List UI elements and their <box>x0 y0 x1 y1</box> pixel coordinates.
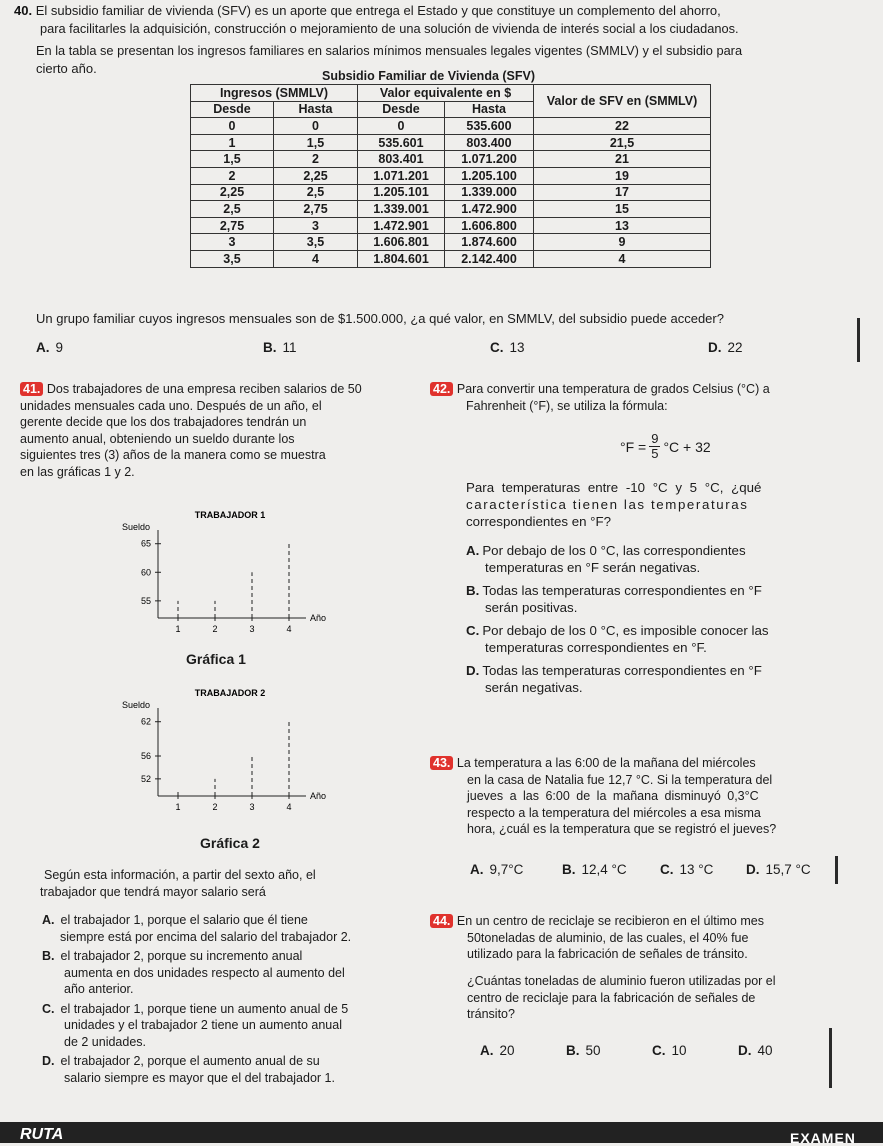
th-hasta-ing: Hasta <box>274 101 358 118</box>
table-row <box>191 118 711 135</box>
divider-vertical <box>857 318 860 362</box>
q42-option-letter: B. <box>466 583 480 598</box>
y-tick-label: 62 <box>140 716 151 727</box>
x-tick-label: 3 <box>249 802 255 812</box>
x-tick-label: 3 <box>249 624 255 634</box>
graph-trabajador-1 <box>120 505 340 645</box>
cell-val-desde: 1.205.101 <box>358 184 445 201</box>
cell-ing-hasta: 2 <box>274 151 358 168</box>
q40-option-d[interactable] <box>708 340 743 355</box>
q44-option-letter: B. <box>566 1043 580 1058</box>
footer-band <box>0 1122 883 1143</box>
q41-option-text: aumenta en dos unidades respecto al aumento del <box>64 965 345 980</box>
q43-intro <box>430 755 850 838</box>
divider-vertical <box>835 856 838 884</box>
q40-line3: En la tabla se presentan los ingresos familiares en salarios mínimos mensuales legales vigentes (SMMLV) y el subsidio para <box>36 43 743 58</box>
q41-question-line: trabajador que tendrá mayor salario será <box>40 884 266 899</box>
q44-option-d[interactable] <box>738 1043 773 1058</box>
cell-ing-desde: 3 <box>191 234 274 251</box>
formula-left: °F = <box>620 438 647 455</box>
formula-fraction <box>649 432 660 461</box>
cell-val-hasta: 1.472.900 <box>445 201 534 218</box>
q40-option-letter: D. <box>708 340 722 355</box>
cell-sfv-valor: 22 <box>534 118 711 135</box>
cell-val-desde: 1.339.001 <box>358 201 445 218</box>
table-row <box>191 134 711 151</box>
cell-val-desde: 1.472.901 <box>358 217 445 234</box>
q42-option-letter: A. <box>466 543 480 558</box>
q40-number: 40. <box>14 3 33 18</box>
cell-val-desde: 803.401 <box>358 151 445 168</box>
q41-question <box>40 867 424 900</box>
q42-number: 42. <box>430 382 453 396</box>
q44-option-text: 20 <box>499 1043 515 1058</box>
x-axis-label: Año <box>310 791 327 801</box>
cell-sfv-valor: 4 <box>534 250 711 267</box>
table-row <box>191 234 711 251</box>
q44-option-letter: A. <box>480 1043 494 1058</box>
q43-option-text: 15,7 °C <box>765 862 811 877</box>
q44-question-line: centro de reciclaje para la fabricación de señales de <box>467 990 756 1005</box>
table-row <box>191 250 711 267</box>
q41-option-letter: A. <box>42 913 55 927</box>
cell-sfv-valor: 19 <box>534 167 711 184</box>
q44-option-text: 50 <box>585 1043 601 1058</box>
q42-line: Para convertir una temperatura de grados Celsius (°C) a <box>456 382 770 396</box>
sfv-table <box>190 84 711 268</box>
q43-option-letter: B. <box>562 862 576 877</box>
q42-option-b[interactable] <box>466 582 846 616</box>
q41-line: en las gráficas 1 y 2. <box>20 464 135 479</box>
y-axis-label: Sueldo <box>122 522 151 532</box>
q43-line: hora, ¿cuál es la temperatura que se registró el jueves? <box>467 822 777 836</box>
q40-question: Un grupo familiar cuyos ingresos mensuales son de $1.500.000, ¿a qué valor, en SMMLV, del subsidio puede acceder? <box>36 311 724 326</box>
q43-option-b[interactable] <box>562 862 627 877</box>
q43-line: La temperatura a las 6:00 de la mañana del miércoles <box>456 756 756 770</box>
cell-ing-desde: 2,5 <box>191 201 274 218</box>
q41-option-d[interactable] <box>42 1053 422 1086</box>
th-desde-ing: Desde <box>191 101 274 118</box>
cell-val-hasta: 1.205.100 <box>445 167 534 184</box>
q40-option-letter: B. <box>263 340 277 355</box>
q42-option-text: temperaturas correspondientes en °F. <box>485 640 707 655</box>
q43-option-a[interactable] <box>470 862 523 877</box>
th-desde-val: Desde <box>358 101 445 118</box>
q40-option-text: 11 <box>282 340 297 355</box>
q41-option-letter: D. <box>42 1054 55 1068</box>
q42-question-line: Para temperaturas entre -10 °C y 5 °C, ¿qué <box>466 480 762 495</box>
x-tick-label: 2 <box>212 802 218 812</box>
q41-intro <box>20 381 410 480</box>
q42-question-line: correspondientes en °F? <box>466 514 612 529</box>
q41-options <box>42 912 422 1086</box>
th-hasta-val: Hasta <box>445 101 534 118</box>
q41-option-text: de 2 unidades. <box>64 1034 147 1049</box>
footer-right: EXAMEN <box>790 1130 856 1146</box>
th-sfv: Valor de SFV en (SMMLV) <box>534 85 711 118</box>
q42-option-text: Por debajo de los 0 °C, las correspondientes <box>482 543 746 558</box>
q44-line: En un centro de reciclaje se recibieron en el último mes <box>456 914 764 928</box>
cell-ing-hasta: 3 <box>274 217 358 234</box>
q40-option-c[interactable] <box>490 340 525 355</box>
q41-line: Dos trabajadores de una empresa reciben salarios de 50 <box>46 382 362 396</box>
cell-ing-hasta: 2,5 <box>274 184 358 201</box>
x-tick-label: 1 <box>175 802 181 812</box>
q43-line: en la casa de Natalia fue 12,7 °C. Si la temperatura del <box>467 772 773 787</box>
q40-line4: cierto año. <box>36 61 97 76</box>
cell-val-hasta: 1.874.600 <box>445 234 534 251</box>
formula-den: 5 <box>651 446 659 461</box>
divider-vertical <box>829 1028 832 1088</box>
cell-val-desde: 0 <box>358 118 445 135</box>
formula-num: 9 <box>651 431 659 446</box>
cell-ing-hasta: 2,25 <box>274 167 358 184</box>
q41-option-letter: B. <box>42 949 55 963</box>
y-tick-label: 56 <box>140 751 151 761</box>
table-row <box>191 151 711 168</box>
q44-line: 50toneladas de aluminio, de las cuales, el 40% fue <box>467 930 749 945</box>
q44-option-c[interactable] <box>652 1043 687 1058</box>
q44-option-letter: D. <box>738 1043 752 1058</box>
q40-option-letter: A. <box>36 340 50 355</box>
x-axis-label: Año <box>310 613 327 623</box>
q43-option-letter: D. <box>746 862 760 877</box>
q41-option-text: el trabajador 1, porque tiene un aumento anual de 5 <box>60 1001 349 1016</box>
q41-number: 41. <box>20 382 43 396</box>
cell-ing-desde: 0 <box>191 118 274 135</box>
table-row <box>191 167 711 184</box>
q41-option-letter: C. <box>42 1001 55 1016</box>
q43-number: 43. <box>430 756 453 770</box>
cell-ing-hasta: 4 <box>274 250 358 267</box>
q41-line: unidades mensuales cada uno. Después de un año, el <box>20 398 322 413</box>
q44-option-letter: C. <box>652 1043 666 1058</box>
q44-option-a[interactable] <box>480 1043 515 1058</box>
th-valor: Valor equivalente en $ <box>358 85 534 102</box>
cell-sfv-valor: 17 <box>534 184 711 201</box>
y-axis-label: Sueldo <box>122 700 151 710</box>
q42-option-c[interactable] <box>466 622 846 656</box>
q43-option-letter: C. <box>660 862 674 877</box>
q40-option-a[interactable] <box>36 340 63 355</box>
q42-line: Fahrenheit (°F), se utiliza la fórmula: <box>466 398 668 413</box>
q41-option-c[interactable] <box>42 1001 422 1051</box>
q40-line2: para facilitarles la adquisición, construcción o mejoramiento de una solución de vivienda de interés social a los ciudadanos. <box>40 21 739 36</box>
q41-option-text: unidades y el trabajador 2 tiene un aumento anual <box>64 1018 342 1032</box>
q44-option-b[interactable] <box>566 1043 601 1058</box>
q43-option-text: 13 °C <box>679 862 714 877</box>
q43-line: jueves a las 6:00 de la mañana disminuyó 0,3°C <box>467 789 759 803</box>
q42-option-letter: D. <box>466 663 480 678</box>
q43-option-d[interactable] <box>746 862 811 877</box>
cell-ing-desde: 1,5 <box>191 151 274 168</box>
cell-val-hasta: 1.071.200 <box>445 151 534 168</box>
cell-ing-hasta: 2,75 <box>274 201 358 218</box>
q44-question-line: tránsito? <box>467 1007 515 1021</box>
cell-sfv-valor: 15 <box>534 201 711 218</box>
q40-option-b[interactable] <box>263 340 297 355</box>
q42-question-line: característica tienen las temperaturas <box>466 497 749 512</box>
graph-trabajador-2 <box>120 683 340 823</box>
chart-title: TRABAJADOR 2 <box>194 688 266 698</box>
q44-option-text: 10 <box>671 1043 687 1058</box>
y-tick-label: 60 <box>140 567 151 578</box>
table-row <box>191 217 711 234</box>
q40-line1: El subsidio familiar de vivienda (SFV) es un aporte que entrega el Estado y que constituye un complemento del ahorro, <box>35 3 721 18</box>
q43-option-letter: A. <box>470 862 484 877</box>
y-tick-label: 52 <box>140 773 151 784</box>
q40-intro <box>14 2 874 78</box>
q41-option-text: el trabajador 2, porque su incremento anual <box>60 949 303 963</box>
cell-ing-hasta: 1,5 <box>274 134 358 151</box>
q44-question-line: ¿Cuántas toneladas de aluminio fueron utilizadas por el <box>467 974 776 988</box>
table-row <box>191 201 711 218</box>
q42-question <box>466 479 846 530</box>
table-row <box>191 184 711 201</box>
q42-formula <box>620 432 711 461</box>
cell-val-hasta: 1.606.800 <box>445 217 534 234</box>
cell-val-hasta: 535.600 <box>445 118 534 135</box>
chart-title: TRABAJADOR 1 <box>194 510 266 520</box>
q43-option-text: 9,7°C <box>489 862 524 877</box>
q41-option-a[interactable] <box>42 912 422 945</box>
q42-intro <box>430 381 850 414</box>
q43-line: respecto a la temperatura del miércoles a esa misma <box>467 805 761 820</box>
q42-option-text: Todas las temperaturas correspondientes en °F <box>482 583 762 598</box>
q41-option-text: el trabajador 1, porque el salario que él tiene <box>60 913 308 927</box>
x-tick-label: 4 <box>286 802 292 812</box>
q41-line: aumento anual, obteniendo un sueldo durante los <box>20 431 295 446</box>
cell-val-hasta: 803.400 <box>445 134 534 151</box>
cell-ing-desde: 1 <box>191 134 274 151</box>
th-ingresos: Ingresos (SMMLV) <box>191 85 358 102</box>
cell-val-desde: 535.601 <box>358 134 445 151</box>
cell-ing-hasta: 0 <box>274 118 358 135</box>
q40-option-letter: C. <box>490 340 504 355</box>
cell-ing-desde: 2,75 <box>191 217 274 234</box>
q44-question <box>467 973 847 1023</box>
q42-option-text: Todas las temperaturas correspondientes en °F <box>482 663 762 678</box>
y-tick-label: 55 <box>140 595 151 606</box>
cell-sfv-valor: 21,5 <box>534 134 711 151</box>
cell-sfv-valor: 9 <box>534 234 711 251</box>
cell-ing-desde: 2 <box>191 167 274 184</box>
q40-option-text: 9 <box>55 340 64 355</box>
y-tick-label: 65 <box>140 538 151 549</box>
q44-number: 44. <box>430 914 453 928</box>
q42-option-text: Por debajo de los 0 °C, es imposible conocer las <box>482 623 769 638</box>
q43-option-c[interactable] <box>660 862 713 877</box>
q42-option-d[interactable] <box>466 662 846 696</box>
q44-intro <box>430 913 850 963</box>
cell-val-desde: 1.071.201 <box>358 167 445 184</box>
q41-option-text: salario siempre es mayor que el del trabajador 1. <box>64 1070 335 1085</box>
cell-sfv-valor: 13 <box>534 217 711 234</box>
q42-option-a[interactable] <box>466 542 846 576</box>
q44-option-text: 40 <box>757 1043 773 1058</box>
q41-line: gerente decide que los dos trabajadores tendrán un <box>20 415 307 429</box>
q42-option-text: serán positivas. <box>485 600 578 615</box>
sfv-table-title: Subsidio Familiar de Vivienda (SFV) <box>322 69 536 83</box>
q40-option-text: 13 <box>509 340 525 355</box>
cell-ing-desde: 2,25 <box>191 184 274 201</box>
q40-option-text: 22 <box>727 340 743 355</box>
x-tick-label: 4 <box>286 624 292 634</box>
q41-option-text: siempre está por encima del salario del trabajador 2. <box>60 929 352 944</box>
cell-val-desde: 1.606.801 <box>358 234 445 251</box>
q42-option-letter: C. <box>466 623 480 638</box>
q42-option-text: serán negativas. <box>485 680 583 695</box>
cell-ing-desde: 3,5 <box>191 250 274 267</box>
q43-option-text: 12,4 °C <box>581 862 627 877</box>
graph1-caption: Gráfica 1 <box>186 651 246 667</box>
q41-option-b[interactable] <box>42 948 422 998</box>
cell-val-hasta: 2.142.400 <box>445 250 534 267</box>
footer-left: RUTA <box>20 1126 64 1143</box>
q41-line: siguientes tres (3) años de la manera como se muestra <box>20 448 326 462</box>
cell-val-hasta: 1.339.000 <box>445 184 534 201</box>
q41-option-text: año anterior. <box>64 982 134 996</box>
cell-val-desde: 1.804.601 <box>358 250 445 267</box>
cell-sfv-valor: 21 <box>534 151 711 168</box>
x-tick-label: 2 <box>212 624 218 634</box>
q41-question-line: Según esta información, a partir del sexto año, el <box>44 868 316 882</box>
q42-option-text: temperaturas en °F serán negativas. <box>485 560 701 575</box>
formula-right: °C + 32 <box>663 438 711 455</box>
q42-options <box>466 542 846 696</box>
q41-option-text: el trabajador 2, porque el aumento anual de su <box>60 1054 320 1068</box>
x-tick-label: 1 <box>175 624 181 634</box>
graph2-caption: Gráfica 2 <box>200 835 260 851</box>
cell-ing-hasta: 3,5 <box>274 234 358 251</box>
q44-line: utilizado para la fabricación de señales de tránsito. <box>467 947 748 961</box>
